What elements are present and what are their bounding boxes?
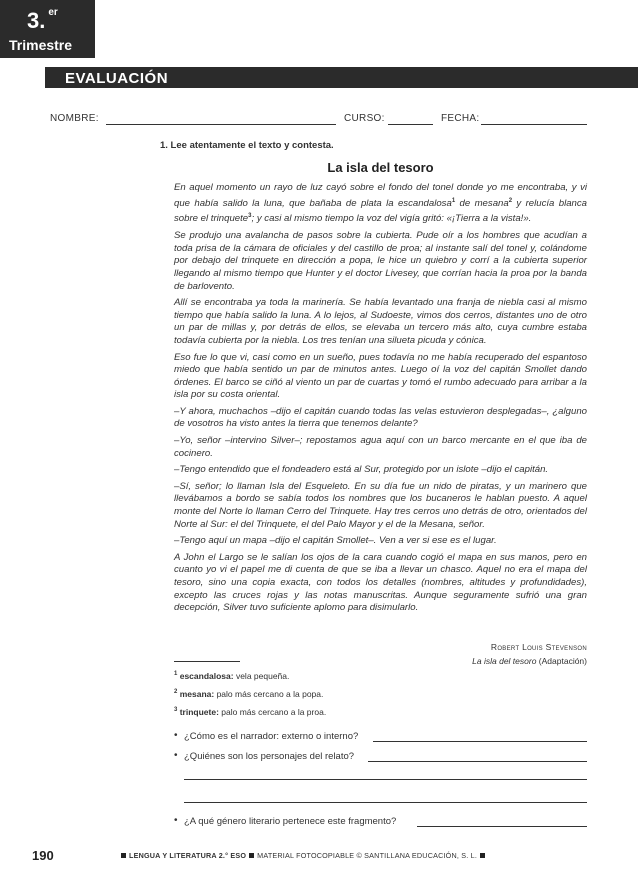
- page-number: 190: [32, 848, 54, 863]
- question-text: ¿A qué género literario pertenece este fragmento?: [184, 816, 397, 827]
- bullet: •: [174, 730, 178, 741]
- story-paragraph: En aquel momento un rayo de luz cayó sobre el fondo del tonel donde yo me encontraba, y vi que había salido la luna, que bañaba de plata la escandalosa$^1$ de mesana$^2$ y relucía blanca sobre el trinquete$^3$; y casi al mismo tiempo la voz del vigía gritó: «¡Tierra a la vista!».: [174, 182, 587, 225]
- question-item: [174, 815, 587, 829]
- square-bullet-icon: [480, 853, 485, 858]
- source-credit: [472, 640, 587, 668]
- page-footer: [118, 851, 488, 860]
- answer-line[interactable]: [184, 802, 587, 803]
- date-label: FECHA:: [441, 113, 480, 124]
- name-label: NOMBRE:: [50, 113, 99, 124]
- author-name: Robert Louis Stevenson: [490, 642, 587, 652]
- dialogue-line: –Sí, señor; lo llaman Isla del Esqueleto. En su día fue un nido de piratas, y un marinero que llevábamos a bordo se sabía todos los nombres que los bucaneros le hablan puesto. A aquel monte del Norte lo llaman Cerro del Trinquete. Hay tres cerros uno detrás de otro, orientados del Norte al Sur: el del Trinquete, el del Palo Mayor y el de la Mesana, señor.: [174, 480, 587, 530]
- trimester-label: Trimestre: [9, 37, 73, 53]
- dialogue-line: –Tengo entendido que el fondeadero está al Sur, protegido por un islote –dijo el capitán.: [174, 464, 549, 476]
- section-title: EVALUACIÓN: [65, 70, 169, 87]
- story-paragraph: Eso fue lo que vi, casi como en un sueño, pues todavía no me había recuperado del espantoso miedo que había sentido un par de minutos antes. Luego oí la voz del capitán Smollet dando órdenes. El barco se ciñó al viento un par de cuartas y tomó el rumbo adecuado para arribar a la isla por su costa oriental.: [174, 351, 587, 401]
- copyright: MATERIAL FOTOCOPIABLE © SANTILLANA EDUCACIÓN, S. L.: [257, 851, 478, 860]
- trimester-number: 3. $^{er}$: [27, 7, 58, 33]
- answer-line[interactable]: [184, 779, 587, 780]
- trimester-sup: er: [48, 7, 58, 18]
- question-item: [174, 730, 587, 744]
- answer-line[interactable]: [368, 761, 587, 762]
- story-text: [174, 182, 587, 619]
- trimester-tab: [0, 0, 95, 58]
- course-field[interactable]: [388, 124, 433, 125]
- square-bullet-icon: [121, 853, 126, 858]
- question-text: ¿Quiénes son los personajes del relato?: [184, 751, 355, 762]
- section-banner: [45, 67, 638, 88]
- footnote: $^2$ mesana: palo más cercano a la popa.: [174, 688, 324, 699]
- answer-line[interactable]: [417, 826, 587, 827]
- course-name: LENGUA Y LITERATURA 2.° ESO: [129, 851, 247, 860]
- name-field[interactable]: [106, 124, 336, 125]
- answer-line[interactable]: [373, 741, 587, 742]
- work-title: La isla del tesoro: [472, 656, 537, 666]
- footnotes: [174, 666, 326, 719]
- footnote: $^1$ escandalosa: vela pequeña.: [174, 670, 290, 681]
- question-text: ¿Cómo es el narrador: externo o interno?: [184, 731, 359, 742]
- footnote-divider: [174, 661, 240, 662]
- dialogue-line: –Tengo aquí un mapa –dijo el capitán Smollet–. Ven a ver si ese es el lugar.: [174, 535, 497, 547]
- exercise-instruction: 1. Lee atentamente el texto y contesta.: [160, 140, 334, 151]
- course-label: CURSO:: [344, 113, 385, 124]
- story-paragraph: A John el Largo se le salían los ojos de la cara cuando cogió el mapa en sus manos, pero en cuanto yo vi el papel me di cuenta de que se iba a llevar un chasco. Aquel no era el mapa del tesoro, sino una copia exacta, con todos los detalles (nombres, altitudes y profundidades), excepto las cruces rojas y las notas manuscritas. Aunque seguramente sufrió una gran decepción, Silver tuvo suficiente aplomo para disimularlo.: [174, 551, 587, 614]
- dialogue-line: –Yo, señor –intervino Silver–; repostamos agua aquí con un barco mercante en el que iba de cocinero.: [174, 435, 587, 459]
- question-item: [174, 750, 587, 764]
- bullet: •: [174, 815, 178, 826]
- square-bullet-icon: [249, 853, 254, 858]
- footnote: $^3$ trinquete: palo más cercano a la proa.: [174, 706, 327, 717]
- bullet: •: [174, 750, 178, 761]
- dialogue-line: –Y ahora, muchachos –dijo el capitán cuando todas las velas estuvieron desplegadas–, ¿alguno de vosotros ha visto antes la tierra que tenemos delante?: [174, 405, 587, 430]
- story-title: La isla del tesoro: [327, 160, 434, 175]
- story-paragraph: Allí se encontraba ya toda la marinería. Se había levantado una franja de niebla casi al mismo tiempo que había salido la luna. A lo lejos, al Sudoeste, vimos dos cerros, distantes uno de otro un par de millas y, por detrás de ellos, se elevaba un tercero más alto, cuya cumbre estaba todavía cubierta por la niebla. Los tres tenían una silueta picuda y cónica.: [174, 297, 587, 346]
- date-field[interactable]: [481, 124, 587, 125]
- story-paragraph: Se produjo una avalancha de pasos sobre la cubierta. Pude oír a los hombres que acudían a toda prisa de la cámara de oficiales y del castillo de proa; al instante salí del tonel y, colándome por debajo del trinquete en dirección a popa, le hice un quiebro y corrí a la cubierta superior llegando al mismo tiempo que Hunter y el doctor Livesey, que corrían hacia la proa por la banda de barlovento.: [174, 230, 587, 292]
- adaptation-note: (Adaptación): [536, 656, 587, 666]
